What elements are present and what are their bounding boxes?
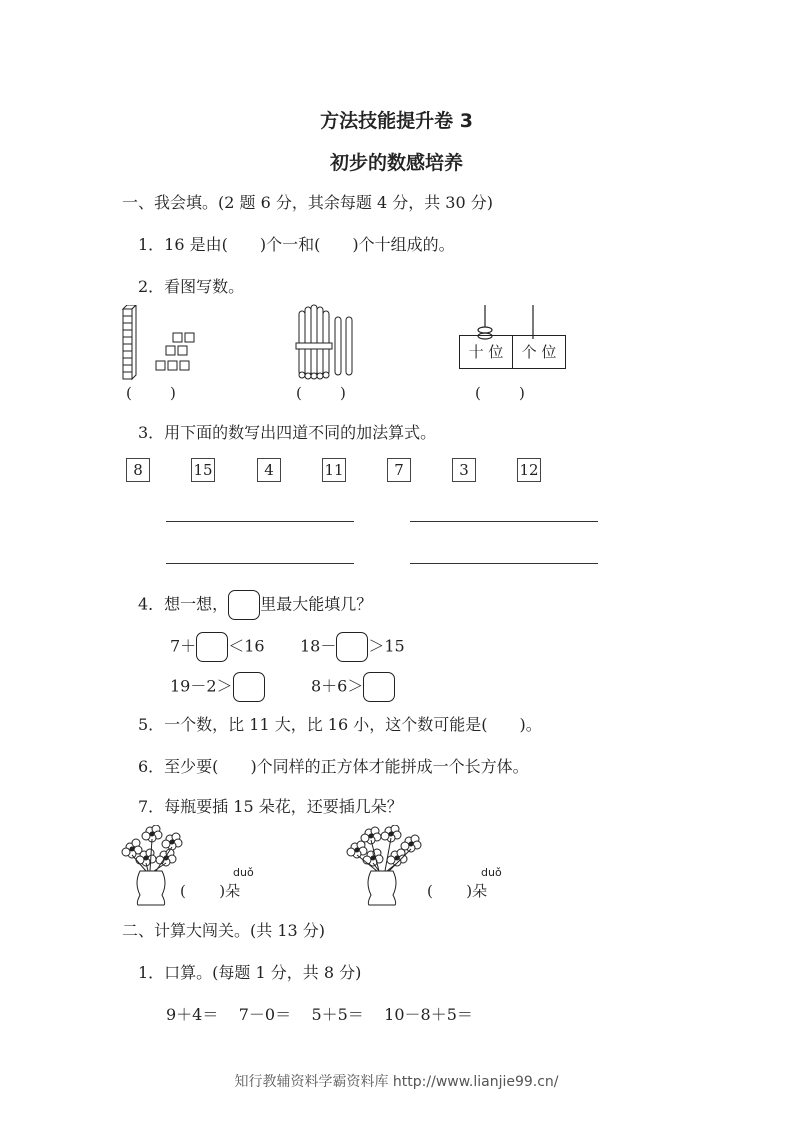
number-box: 11 (322, 458, 346, 482)
number-box: 12 (517, 458, 541, 482)
calc-expression: 7－0＝ (238, 1005, 292, 1024)
question-1 (138, 232, 455, 255)
number-box: 4 (257, 458, 281, 482)
section2-question-1: 1．口算。(每题 1 分，共 8 分) (138, 963, 362, 982)
question-3: 3．用下面的数写出四道不同的加法算式。 (138, 423, 437, 442)
page-title: 方法技能提升卷 3 (320, 110, 473, 132)
flower-vase-icon (343, 825, 427, 909)
calc-expression: 9＋4＝ (166, 1005, 219, 1024)
place-value-chart (459, 335, 566, 369)
stick-bundle-figure (293, 303, 363, 383)
q4-expression-2: 18－ ＞15 (300, 632, 405, 662)
q4-text-a: 4．想一想， (138, 594, 229, 614)
answer-line[interactable] (410, 563, 598, 564)
calc-expression: 5＋5＝ (311, 1005, 364, 1024)
answer-line[interactable] (166, 521, 354, 522)
q1-text-b: )个一和( (259, 235, 321, 254)
pinyin-duo: duǒ (481, 866, 502, 879)
answer-blank-3[interactable]: ( ) (475, 384, 525, 402)
answer-box[interactable] (196, 632, 228, 662)
answer-box[interactable] (363, 672, 395, 702)
question-6: 6．至少要( )个同样的正方体才能拼成一个长方体。 (138, 757, 529, 776)
q4-expression-1: 7＋ ＜16 (170, 632, 265, 662)
number-box: 3 (452, 458, 476, 482)
page-subtitle: 初步的数感培养 (329, 152, 463, 174)
rounded-box (228, 590, 260, 620)
q4-expression-3: 19－2＞ (170, 672, 265, 702)
number-box: 7 (387, 458, 411, 482)
question-4 (138, 590, 372, 620)
section1-heading: 一、我会填。(2 题 6 分，其余每题 4 分，共 30 分) (122, 193, 493, 212)
footer-watermark: 知行教辅资料学霸资料库 http://www.lianjie99.cn/ (234, 1074, 559, 1090)
oral-calc-row (166, 1002, 473, 1025)
q1-text-a: 1．16 是由( (138, 235, 228, 254)
answer-blank-1[interactable]: ( ) (126, 384, 176, 402)
answer-blank-flowers-2[interactable]: ( )朵 (427, 882, 488, 900)
question-2: 2．看图写数。 (138, 277, 245, 296)
section2-heading: 二、计算大闯关。(共 13 分) (122, 921, 326, 940)
calc-expression: 10－8＋5＝ (384, 1005, 473, 1024)
ten-rod-and-cubes-figure (118, 305, 208, 385)
q4-expression-4: 8＋6＞ (311, 672, 395, 702)
q4-text-b: 里最大能填几？ (260, 594, 373, 614)
answer-blank-2[interactable]: ( ) (296, 384, 346, 402)
flower-vase-icon (116, 825, 188, 909)
number-box: 15 (191, 458, 215, 482)
question-5: 5．一个数，比 11 大，比 16 小，这个数可能是( )。 (138, 715, 542, 734)
q1-text-c: )个十组成的。 (352, 235, 455, 254)
answer-box[interactable] (336, 632, 368, 662)
ones-place-label: 个 位 (513, 335, 566, 369)
number-box: 8 (126, 458, 150, 482)
answer-line[interactable] (410, 521, 598, 522)
answer-line[interactable] (166, 563, 354, 564)
pinyin-duo: duǒ (233, 866, 254, 879)
answer-blank-flowers-1[interactable]: ( )朵 (180, 882, 241, 900)
tens-place-label: 十 位 (459, 335, 513, 369)
answer-box[interactable] (233, 672, 265, 702)
question-7: 7．每瓶要插 15 朵花，还要插几朵？ (138, 797, 403, 816)
